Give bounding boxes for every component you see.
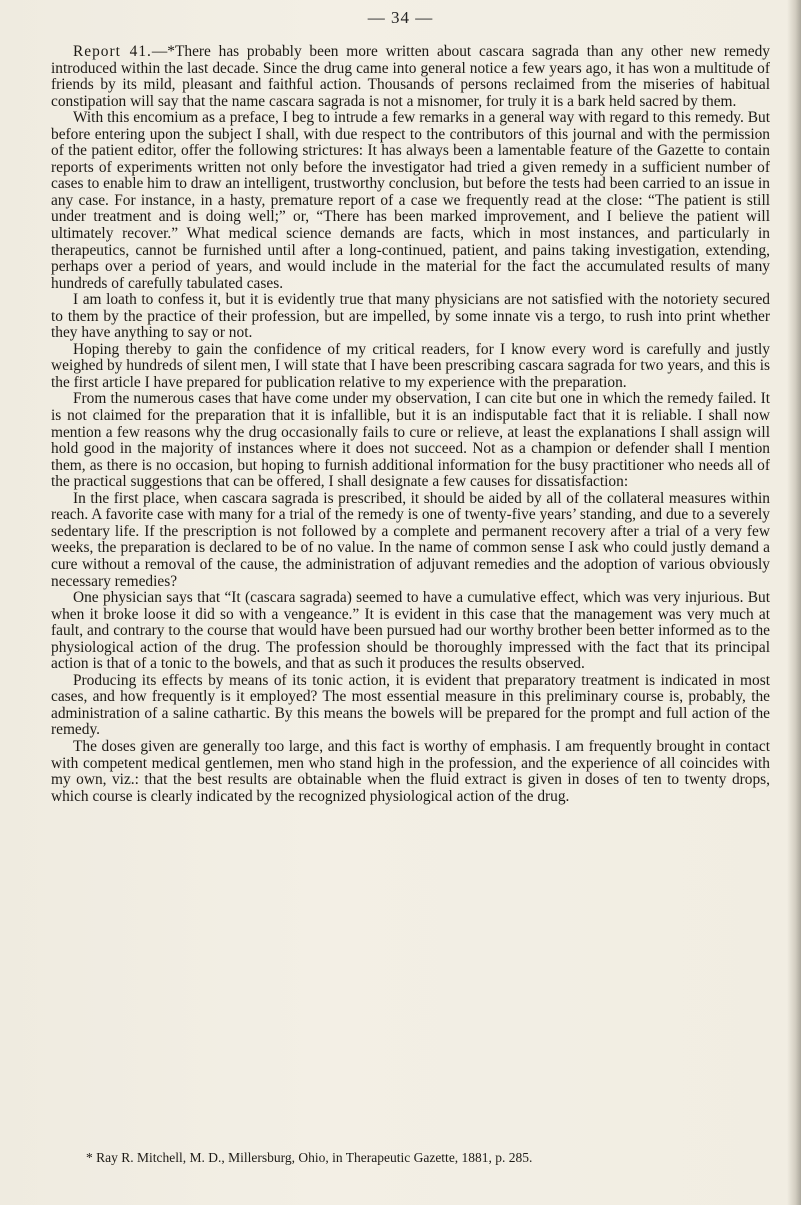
paragraph-4: Hoping thereby to gain the confidence of my critical readers, for I know every word is carefully and justly weighed by hundreds of silent men, I will state that I have been prescribing cascara sagrada for two years, and this is the first article I have prepared for publication relative to my experience with the preparation.: [51, 340, 770, 391]
paragraph-3: I am loath to confess it, but it is evidently true that many physicians are not satisfied with the notoriety secured to them by the practice of their profession, but are impelled, by some innate vis a tergo, to rush into print whether they have anything to say or not.: [51, 291, 770, 342]
paragraph-2: With this encomium as a preface, I beg to intrude a few remarks in a general way with regard to this remedy. But before entering upon the subject I shall, with due respect to the contributors of this journal and with the permission of the patient editor, offer the following strictures: It has always been a lamentable feature of the Gazette to contain reports of experiments written not only before the investigator had tried a given remedy in a sufficient number of cases to enable him to draw an intelligent, trustworthy conclusion, but before the tests had been carried to an issue in any case. For instance, in a hasty, premature report of a case we frequently read at the close: “The patient is still under treatment and is doing well;” or, “There has been marked improvement, and I believe the patient will ultimately recover.” What medical science demands are facts, which in most instances, and particularly in therapeutics, cannot be furnished until after a long-continued, patient, and pains taking investigation, extending, perhaps over a period of years, and would include in the material for the fact the accumulated results of many hundreds of carefully tabulated cases.: [51, 109, 770, 292]
paragraph-text: —*There has probably been more written about cascara sagrada than any other new remedy introduced within the last decade. Since the drug came into general notice a few years ago, it has won a multitude of friends by its mild, pleasant and faithful action. Thousands of persons reclaimed from the miseries of habitual constipation will say that the name cascara sagrada is not a misnomer, for truly it is a bark held sacred by them.: [51, 43, 770, 110]
article-body: [51, 44, 770, 805]
page-edge-shadow: [787, 0, 801, 1205]
footnote: * Ray R. Mitchell, M. D., Millersburg, Ohio, in Therapeutic Gazette, 1881, p. 285.: [86, 1150, 533, 1165]
report-label: Report 41.: [73, 43, 152, 60]
paragraph-5: From the numerous cases that have come under my observation, I can cite but one in which the remedy failed. It is not claimed for the preparation that it is infallible, but it is an indisputable fact that it is reliable. I shall now mention a few reasons why the drug occasionally fails to cure or relieve, at least the explanations I shall assign will hold good in the majority of instances where it does not succeed. Not as a champion or defender shall I mention them, as there is no occasion, but hoping to furnish additional information for the busy practitioner who needs all of the practical suggestions that can be offered, I shall designate a few causes for dissatisfaction:: [51, 390, 770, 491]
paragraph-6: In the first place, when cascara sagrada is prescribed, it should be aided by all of the collateral measures within reach. A favorite case with many for a trial of the remedy is one of twenty-five years’ standing, and due to a severely sedentary life. If the prescription is not followed by a complete and permanent recovery after a trial of a very few weeks, the preparation is declared to be of no value. In the name of common sense I ask who could justly demand a cure without a removal of the cause, the administration of adjuvant remedies and the adoption of various obviously necessary remedies?: [51, 489, 770, 590]
paragraph-9: The doses given are generally too large, and this fact is worthy of emphasis. I am frequently brought in contact with competent medical gentlemen, men who stand high in the profession, and the experience of all coincides with my own, viz.: that the best results are obtainable when the fluid extract is given in doses of ten to twenty drops, which course is clearly indicated by the recognized physiological action of the drug.: [51, 737, 770, 805]
paragraph-8: Producing its effects by means of its tonic action, it is evident that preparatory treatment is indicated in most cases, and how frequently is it employed? The most essential measure in this preliminary course is, probably, the administration of a saline cathartic. By this means the bowels will be prepared for the prompt and full action of the remedy.: [51, 671, 770, 739]
paragraph-1: [51, 44, 770, 110]
paragraph-7: One physician says that “It (cascara sagrada) seemed to have a cumulative effect, which was very injurious. But when it broke loose it did so with a vengeance.” It is evident in this case that the management was very much at fault, and contrary to the course that would have been pursued had our worthy brother been better informed as to the physiological action of the drug. The profession should be thoroughly impressed with the fact that its principal action is that of a tonic to the bowels, and that as such it produces the results observed.: [51, 589, 770, 673]
page-number: — 34 —: [367, 8, 434, 27]
